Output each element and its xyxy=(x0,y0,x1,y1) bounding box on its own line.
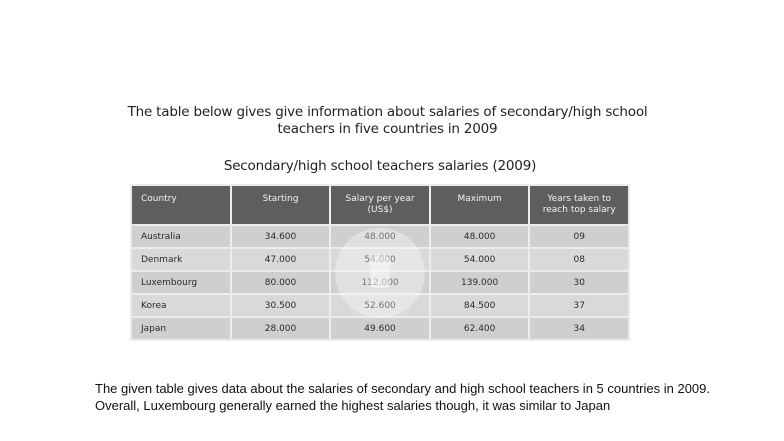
table-row xyxy=(132,249,628,270)
cell-maximum: 139.000 xyxy=(431,272,529,293)
cell-salary: 52.600 xyxy=(331,295,429,316)
cell-maximum: 54.000 xyxy=(431,249,529,270)
cell-maximum: 48.000 xyxy=(431,226,529,247)
cell-years: 09 xyxy=(530,226,628,247)
document-intro: The table below gives give information about salaries of secondary/high school teachers in five countries in 2009 xyxy=(127,104,648,137)
cell-salary: 54.000 xyxy=(331,249,429,270)
cell-maximum: 62.400 xyxy=(431,318,529,339)
cell-country: Korea xyxy=(132,295,230,316)
table-row xyxy=(132,318,628,339)
cell-starting: 30.500 xyxy=(232,295,330,316)
table-title: Secondary/high school teachers salaries (2009) xyxy=(223,158,537,174)
essay-paragraph: Overall, Luxembourg generally earned the highest salaries though, it was similar to Japan xyxy=(95,398,611,413)
cell-country: Australia xyxy=(132,226,230,247)
cell-salary: 112.000 xyxy=(331,272,429,293)
cell-country: Luxembourg xyxy=(132,272,230,293)
cell-starting: 28.000 xyxy=(232,318,330,339)
cell-salary: 49.600 xyxy=(331,318,429,339)
cell-years: 37 xyxy=(530,295,628,316)
cell-years: 08 xyxy=(530,249,628,270)
cell-country: Japan xyxy=(132,318,230,339)
table-row xyxy=(132,272,628,293)
salary-table xyxy=(130,184,630,341)
header-starting: Starting xyxy=(232,186,330,224)
cell-salary: 48.000 xyxy=(331,226,429,247)
salary-table-container xyxy=(130,184,630,341)
essay-text xyxy=(95,380,735,414)
table-row xyxy=(132,295,628,316)
cell-years: 30 xyxy=(530,272,628,293)
header-years: Years taken to reach top salary xyxy=(530,186,628,224)
cell-country: Denmark xyxy=(132,249,230,270)
essay-paragraph: The given table gives data about the salaries of secondary and high school teachers in 5 countries in 2009. xyxy=(95,381,711,396)
header-maximum: Maximum xyxy=(431,186,529,224)
table-row xyxy=(132,226,628,247)
header-salary: Salary per year (US$) xyxy=(331,186,429,224)
cell-starting: 80.000 xyxy=(232,272,330,293)
cell-starting: 47.000 xyxy=(232,249,330,270)
header-country: Country xyxy=(132,186,230,224)
cell-years: 34 xyxy=(530,318,628,339)
cell-maximum: 84.500 xyxy=(431,295,529,316)
cell-starting: 34.600 xyxy=(232,226,330,247)
table-header-row xyxy=(132,186,628,224)
